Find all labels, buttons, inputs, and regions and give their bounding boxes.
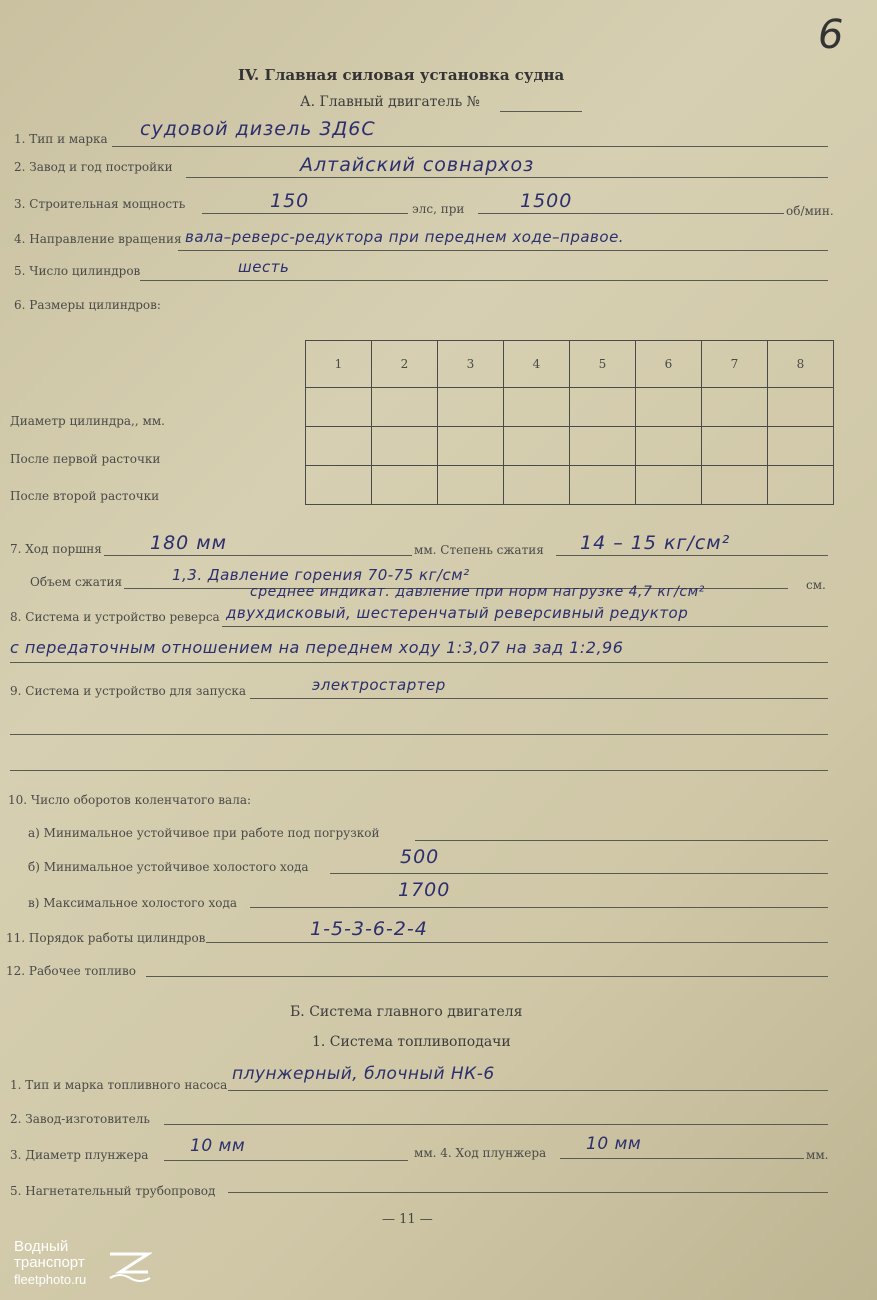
field-pipeline-line — [228, 1192, 828, 1193]
watermark-line1: Водный — [14, 1238, 69, 1255]
field-reverse-value: двухдисковый, шестеренчатый реверсивный редуктор — [226, 604, 689, 622]
field-plant-value: Алтайский совнархоз — [300, 154, 535, 176]
field-reverse-value-line2: с передаточным отношением на переднем ходу 1:3,07 на зад 1:2,96 — [10, 638, 624, 657]
field-pump-value: плунжерный, блочный НК-6 — [232, 1064, 495, 1084]
blank-line-2 — [10, 770, 828, 771]
field-pump-line — [228, 1090, 828, 1091]
field-cylinders-line — [140, 280, 828, 281]
field-order-value: 1-5-3-6-2-4 — [310, 918, 428, 940]
field-start-value: электростартер — [312, 676, 446, 694]
field-compression-line — [556, 555, 828, 556]
cylinder-col-3: 3 — [438, 341, 504, 388]
field-pipeline-label: 5. Нагнетательный трубопровод — [10, 1184, 216, 1198]
field-rpm-max-idle-value: 1700 — [398, 879, 451, 901]
field-rotation-line — [178, 250, 828, 251]
field-plunger-stroke-unit: мм. — [806, 1148, 829, 1162]
field-type-value: судовой дизель 3Д6С — [140, 118, 376, 140]
field-volume-unit: см. — [806, 578, 826, 592]
field-plunger-stroke-line — [560, 1158, 804, 1159]
cylinder-col-8: 8 — [768, 341, 834, 388]
field-rpm-max-idle-label: в) Максимальное холостого хода — [28, 896, 237, 910]
subsection-a-title: А. Главный двигатель № — [300, 94, 480, 110]
blank-line-1 — [10, 734, 828, 735]
field-plunger-stroke-value: 10 мм — [586, 1134, 642, 1154]
field-plunger-stroke-label: мм. 4. Ход плунжера — [414, 1146, 547, 1160]
field-start-label: 9. Система и устройство для запуска — [10, 684, 247, 698]
field-type-label: 1. Тип и марка — [14, 132, 108, 146]
field-start-line — [250, 698, 828, 699]
cylinder-table — [305, 340, 834, 505]
field-stroke-label: 7. Ход поршня — [10, 542, 102, 556]
section-title: IV. Главная силовая установка судна — [238, 66, 565, 84]
watermark-line2: транспорт — [14, 1254, 85, 1271]
handwritten-page-number: 6 — [818, 12, 844, 58]
field-stroke-value: 180 мм — [150, 532, 227, 554]
field-fuel-label: 12. Рабочее топливо — [6, 964, 136, 978]
field-rpm-max-idle-line — [250, 907, 828, 908]
field-power-label: 3. Строительная мощность — [14, 197, 186, 211]
field-volume-value: 1,3. Давление горения 70-75 кг/см² — [172, 566, 470, 584]
field-cylinders-label: 5. Число цилиндров — [14, 264, 141, 278]
field-plant-line — [186, 177, 828, 178]
field-reverse-line2 — [10, 662, 828, 663]
field-cylinders-value: шесть — [238, 258, 290, 276]
field-volume-note: среднее индикат. давление при норм нагрузке 4,7 кг/см² — [250, 584, 705, 600]
field-reverse-label: 8. Система и устройство реверса — [10, 610, 220, 624]
field-plunger-dia-value: 10 мм — [190, 1136, 246, 1156]
field-fuel-line — [146, 976, 828, 977]
cylinder-col-1: 1 — [306, 341, 372, 388]
field-type-line — [112, 146, 828, 147]
field-pump-label: 1. Тип и марка топливного насоса — [10, 1078, 228, 1092]
field-rpm-min-idle-value: 500 — [400, 846, 440, 868]
field-order-label: 11. Порядок работы цилиндров — [6, 931, 206, 945]
row-second-bore-label: После второй расточки — [10, 489, 160, 503]
field-compression-label: мм. Степень сжатия — [414, 543, 544, 557]
field-plunger-dia-label: 3. Диаметр плунжера — [10, 1148, 149, 1162]
field-rotation-label: 4. Направление вращения — [14, 232, 182, 246]
field-rpm-unit: об/мин. — [786, 204, 834, 218]
page-footer-number: — 11 — — [382, 1212, 433, 1227]
field-power-mid: элс, при — [412, 202, 465, 216]
field-plant-label: 2. Завод и год постройки — [14, 160, 173, 174]
row-first-bore-label: После первой расточки — [10, 452, 161, 466]
cylinder-col-5: 5 — [570, 341, 636, 388]
field-stroke-line — [104, 555, 412, 556]
field-rotation-value: вала–реверс-редуктора при переднем ходе–правое. — [185, 228, 625, 246]
field-power-line — [202, 213, 408, 214]
field-rpm-crankshaft-label: 10. Число оборотов коленчатого вала: — [8, 793, 252, 807]
cylinder-col-4: 4 — [504, 341, 570, 388]
field-manufacturer-line — [164, 1124, 828, 1125]
watermark-url: fleetphoto.ru — [14, 1272, 87, 1287]
field-power-value: 150 — [270, 190, 310, 212]
field-rpm-min-load-line — [415, 840, 828, 841]
subsection-b-title: Б. Система главного двигателя — [290, 1004, 523, 1020]
watermark-logo-icon — [108, 1248, 152, 1284]
engine-number-line — [500, 111, 582, 112]
field-rpm-line — [478, 213, 784, 214]
field-rpm-min-idle-label: б) Минимальное устойчивое холостого хода — [28, 860, 309, 874]
cylinder-col-2: 2 — [372, 341, 438, 388]
cylinder-col-7: 7 — [702, 341, 768, 388]
field-reverse-line — [222, 626, 828, 627]
field-compression-value: 14 – 15 кг/см² — [580, 532, 731, 554]
field-rpm-min-idle-line — [330, 873, 828, 874]
field-volume-label: Объем сжатия — [30, 575, 123, 589]
field-rpm-min-load-label: а) Минимальное устойчивое при работе под погрузкой — [28, 826, 380, 840]
field-order-line — [206, 942, 828, 943]
field-dimensions-label: 6. Размеры цилиндров: — [14, 298, 161, 312]
row-diameter-label: Диаметр цилиндра,, мм. — [10, 414, 165, 428]
field-manufacturer-label: 2. Завод-изготовитель — [10, 1112, 150, 1126]
subsection-b1-title: 1. Система топливоподачи — [312, 1034, 511, 1050]
field-rpm-value: 1500 — [520, 190, 573, 212]
field-plunger-dia-line — [164, 1160, 408, 1161]
cylinder-col-6: 6 — [636, 341, 702, 388]
